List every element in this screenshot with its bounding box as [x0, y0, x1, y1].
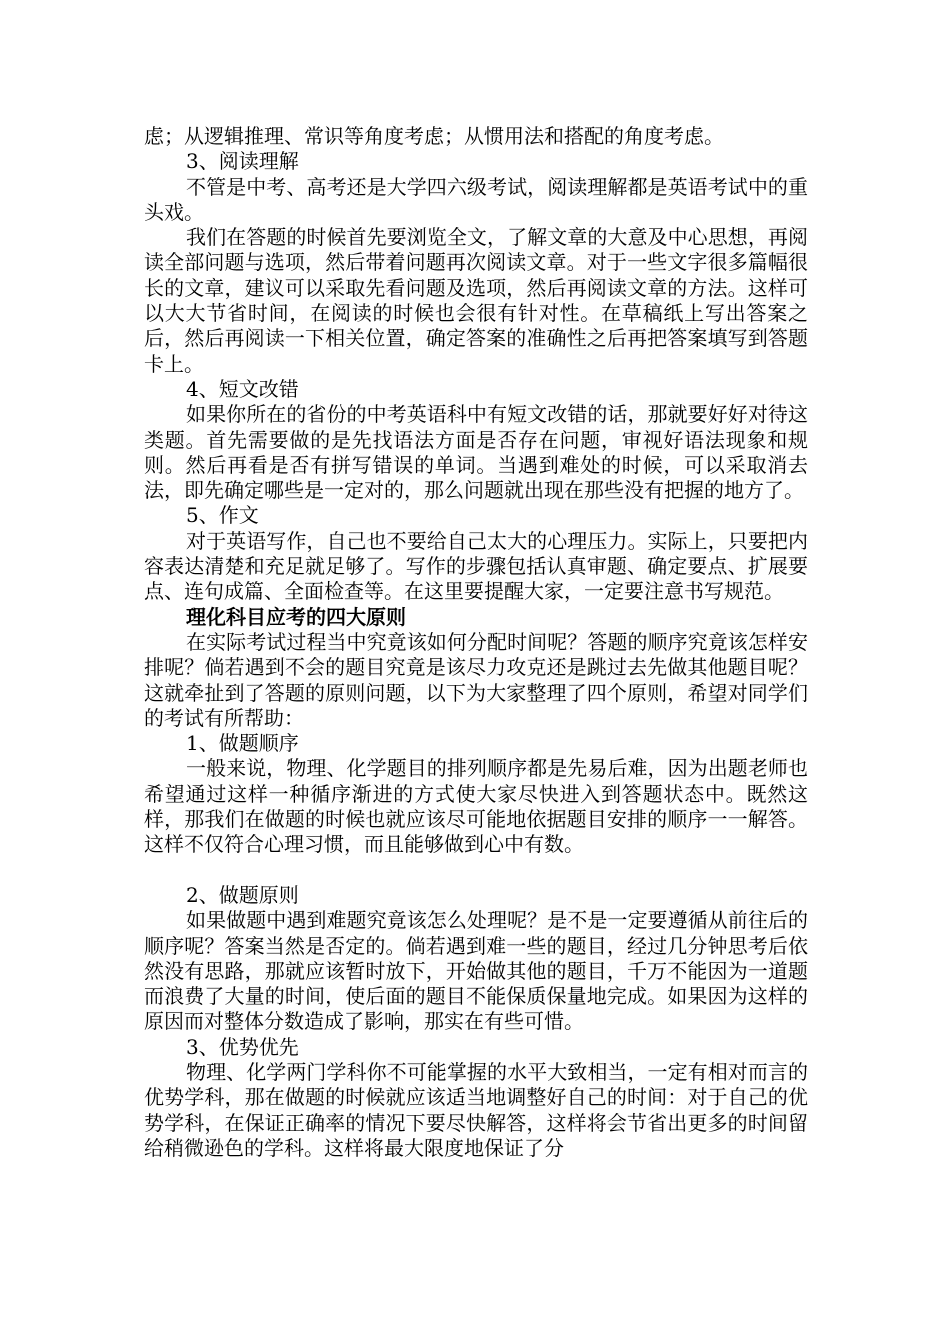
section-heading-principle: 2、做题原则	[186, 882, 299, 907]
main-heading-science-principles: 理化科目应考的四大原则	[186, 604, 406, 629]
paragraph-reading-intro: 不管是中考、高考还是大学四六级考试，阅读理解都是英语考试中的重头戏。	[144, 174, 808, 224]
section-heading-order: 1、做题顺序	[186, 731, 299, 756]
paragraph-principle: 如果做题中遇到难题究竟该怎么处理呢？是不是一定要遵循从前往后的顺序呢？答案当然是否定的。倘若遇到难一些的题目，经过几分钟思考后依然没有思路，那就应该暂时放下，开始做其他的题目，千万不能因为一道题而浪费了大量的时间，使后面的题目不能保质保量地完成。如果因为这样的原因而对整体分数造成了影响，那实在有些可惜。	[144, 908, 808, 1034]
section-heading-error-correction: 4、短文改错	[186, 376, 299, 401]
paragraph-advantage: 物理、化学两门学科你不可能掌握的水平大致相当，一定有相对而言的优势学科，那在做题的时候就应该适当地调整好自己的时间：对于自己的优势学科，在保证正确率的情况下要尽快解答，这样将会节省出更多的时间留给稍微逊色的学科。这样将最大限度地保证了分	[144, 1059, 808, 1160]
document-page	[144, 124, 808, 1161]
paragraph-principles-intro: 在实际考试过程当中究竟该如何分配时间呢？答题的顺序究竟该怎样安排呢？倘若遇到不会的题目究竟是该尽力攻克还是跳过去先做其他题目呢？这就牵扯到了答题的原则问题，以下为大家整理了四个原则，希望对同学们的考试有所帮助：	[144, 629, 808, 730]
paragraph-continuation: 虑；从逻辑推理、常识等角度考虑；从惯用法和搭配的角度考虑。	[144, 124, 724, 148]
paragraph-reading-method: 我们在答题的时候首先要浏览全文，了解文章的大意及中心思想，再阅读全部问题与选项，然后带着问题再次阅读文章。对于一些文字很多篇幅很长的文章，建议可以采取先看问题及选项，然后再阅读文章的方法。这样可以大大节省时间，在阅读的时候也会很有针对性。在草稿纸上写出答案之后，然后再阅读一下相关位置，确定答案的准确性之后再把答案填写到答题卡上。	[144, 225, 808, 376]
section-heading-writing: 5、作文	[186, 503, 259, 528]
paragraph-order: 一般来说，物理、化学题目的排列顺序都是先易后难，因为出题老师也希望通过这样一种循序渐进的方式使大家尽快进入到答题状态中。既然这样，那我们在做题的时候也就应该尽可能地依据题目安排的顺序一一解答。这样不仅符合心理习惯，而且能够做到心中有数。	[144, 756, 808, 857]
blank-line	[144, 858, 808, 883]
paragraph-writing: 对于英语写作，自己也不要给自己太大的心理压力。实际上，只要把内容表达清楚和充足就足够了。写作的步骤包括认真审题、确定要点、扩展要点、连句成篇、全面检查等。在这里要提醒大家，一定要注意书写规范。	[144, 528, 808, 604]
section-heading-reading: 3、阅读理解	[186, 149, 299, 174]
section-heading-advantage: 3、优势优先	[186, 1034, 299, 1059]
paragraph-error-correction: 如果你所在的省份的中考英语科中有短文改错的话，那就要好好对待这类题。首先需要做的是先找语法方面是否存在问题，审视好语法现象和规则。然后再看是否有拼写错误的单词。当遇到难处的时候，可以采取消去法，即先确定哪些是一定对的，那么问题就出现在那些没有把握的地方了。	[144, 402, 808, 503]
